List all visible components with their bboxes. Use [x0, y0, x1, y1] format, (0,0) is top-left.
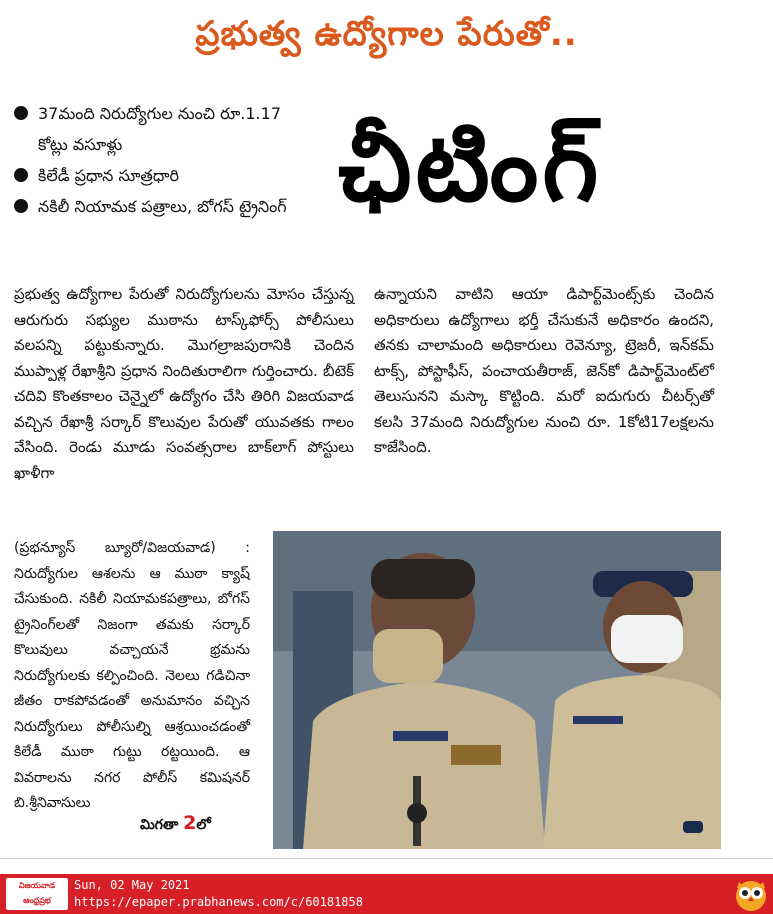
footer-date: Sun, 02 May 2021 — [74, 878, 190, 892]
photo-illustration — [273, 531, 721, 849]
article-column-3: (ప్రభన్యూస్ బ్యూరో/విజయవాడ) : నిరుద్యోగుల ఆశలను ఆ ముఠా క్యాష్ చేసుకుంది. నకిలీ నియామకపత్రాలు, బోగస్ ట్రైనింగ్‌లతో నిజంగా తమకు సర్కార్ కొలువులు వచ్చాయనే భ్రమను నిరుద్యోగులకు కల్పించింది. నెలలు గడిచినా జీతం రాకపోవడంతో అనుమానం వచ్చిన నిరుద్యోగులు పోలీసుల్ని ఆశ్రయించడంతో కిలేడీ ముఠా గుట్టు రట్టయింది. ఆ వివరాలను నగర పోలీస్ కమిషనర్ బి.శ్రీనివాసులు — [14, 540, 250, 811]
bullet-list — [14, 98, 314, 222]
bullet-text: 37మంది నిరుద్యోగుల నుంచి రూ.1.17 కోట్లు వసూళ్లు — [38, 104, 282, 154]
owl-icon — [733, 876, 769, 912]
bullet-item — [14, 98, 314, 160]
bullet-item — [14, 191, 314, 222]
footer-info — [74, 877, 363, 911]
bullet-dot-icon — [14, 168, 28, 182]
bullet-dot-icon — [14, 199, 28, 213]
continued-note — [140, 812, 211, 836]
footer-url[interactable]: https://epaper.prabhanews.com/c/60181858 — [74, 895, 363, 909]
bullet-dot-icon — [14, 106, 28, 120]
continued-page-number: 2 — [183, 812, 197, 834]
logo-edition: విజయవాడ — [18, 881, 56, 890]
big-title-word: ఛీటింగ్ — [338, 111, 603, 223]
bullet-text: నకిలీ నియామక పత్రాలు, బోగస్ ట్రైనింగ్ — [38, 197, 287, 216]
footer-bar — [0, 874, 773, 914]
footer-divider — [0, 858, 773, 859]
bullet-item — [14, 160, 314, 191]
article-column-2: ఉన్నాయని వాటిని ఆయా డిపార్ట్‌మెంట్స్‌కు చెందిన అధికారులు ఉద్యోగాలు భర్తీ చేసుకునే అధికారం ఉందని, తనకు చాలామంది అధికారులు రెవెన్యూ, ట్రెజరీ, ఇన్‌కమ్ టాక్స్, పోస్టాఫీస్, పంచాయతీరాజ్, జెన్‌కో డిపార్ట్‌మెంట్‌లో తెలుసునని మస్కా కొట్టింది. మరో ఐదుగురు చీటర్స్‌తో కలసి 37మంది నిరుద్యోగుల నుంచి రూ. 1కోటి17లక్షలను కాజేసింది. — [374, 285, 714, 456]
newspaper-logo — [6, 878, 68, 910]
news-photo — [273, 531, 721, 849]
logo-title: ఆంధ్రప్రభ — [23, 896, 51, 905]
continued-prefix: మిగతా — [140, 817, 179, 833]
headline: ప్రభుత్వ ఉద్యోగాల పేరుతో.. — [195, 14, 578, 54]
continued-suffix: లో — [196, 817, 211, 833]
bullet-text: కిలేడీ ప్రధాన సూత్రధారి — [38, 166, 179, 185]
article-column-1: ప్రభుత్వ ఉద్యోగాల పేరుతో నిరుద్యోగులను మోసం చేస్తున్న ఆరుగురు సభ్యుల ముఠాను టాస్క్‌ఫోర్స్ పోలీసులు వలపన్ని పట్టుకున్నారు. మొగల్రాజపురానికి చెందిన ముప్పాళ్ల రేఖాశ్రీని ప్రధాన నిందితురాలిగా గుర్తించారు. బీటెక్ చదివి కొంతకాలం చెన్నైలో ఉద్యోగం చేసి తిరిగి విజయవాడ వచ్చిన రేఖాశ్రీ సర్కార్ కొలువుల పేరుతో యువతకు గాలం వేసింది. రెండు మూడు సంవత్సరాల బాక్‌లాగ్ పోస్టులు ఖాళీగా — [14, 285, 354, 482]
